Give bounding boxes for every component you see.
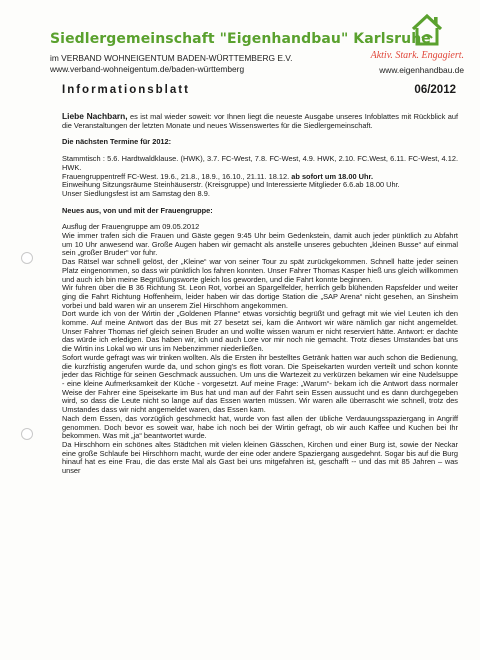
greeting: Liebe Nachbarn, (62, 111, 128, 121)
slogan: Aktiv. Stark. Engagiert. (370, 50, 464, 61)
termin-frauengruppe-text: Frauengruppentreff FC-West. 19.6., 21.8., 18.9., 16.10., 21.11. 18.12. (62, 171, 292, 181)
letterhead (50, 12, 466, 84)
termin-einweihung: Einweihung Sitzungsräume Steinhäuserstr. (Kreisgruppe) und Interessierte Mitglieder 6.6.ab 18.00 Uhr. (62, 180, 400, 190)
story-paragraph: Dort wurde ich von der Wirtin der „Goldenen Pfanne“ etwas vorsichtig begrüßt und gefragt mit wie viel Leuten ich den komme. Auf meine Antwort das der Bus mit 27 besetzt sei, kam die Antwort wir wäre nämlich gar nicht angemeldet. Unser Fahrer Thomas rief gleich seinen Bruder an und wollte wissen warum er nicht reserviert hätte. Antwort: er dachte das würde ich erledigen. Das haben wir, ich und auch Lore vor mir noch nie gemacht. Trotz dieses Umstandes bat uns die Wirtin ins Lokal wo wir uns im Nebenzimmer niederließen. (62, 309, 458, 354)
house-icon (410, 12, 444, 48)
frauengruppe-heading: Neues aus, von und mit der Frauengruppe: (62, 205, 213, 215)
intro-paragraph (62, 112, 458, 130)
story-paragraph: Wir fuhren über die B 36 Richtung St. Leon Rot, vorbei an Spargelfelder, herrlich gelb blühenden Rapsfelder und weiter ging die Fahrt Richtung Hoffenheim, leider haben wir das dortige Station die „SAP Arena“ nicht gesehen, an Sinsheim vorbei und bald waren wir an unserem Ziel Hirschhorn angekommen. (62, 283, 458, 310)
story-paragraph: Wie immer trafen sich die Frauen und Gäste gegen 9:45 Uhr beim Gedenkstein, damit auch jeder pünktlich zu Abfahrt um 10 Uhr anwesend war. Große Augen haben wir gemacht als anstelle unseres gebuchten „kleinen Busse“ auf einmal sein „großer Bruder“ vor fuhr. (62, 231, 458, 258)
termin-frauengruppe-time: ab sofort um 18.00 Uhr. (291, 171, 373, 181)
termin-siedlungsfest: Unser Siedlungsfest ist am Samstag den 8.9. (62, 188, 210, 198)
document-title: Informationsblatt (62, 84, 190, 96)
story-paragraph: Das Rätsel war schnell gelöst, der „Kleine“ war von seiner Tour zu spät zurückgekommen. Schnell hatte jeder seinen Platz eingenommen, so dass wir pünktlich los fahren konnten. Unser Fahrer Thomas Kasper hieß uns gleich willkommen und auch ich bin meine Begrüßungsworte gleich los geworden, und die Fahrt konnte beginnen. (62, 257, 458, 284)
site-url: www.eigenhandbau.de (379, 65, 464, 75)
verband-url: www.verband-wohneigentum.de/baden-württemberg (50, 64, 245, 74)
verband-line: im VERBAND WOHNEIGENTUM BADEN-WÜRTTEMBERG E.V. (50, 53, 293, 63)
intro-text: es ist mal wieder soweit: vor Ihnen liegt die neueste Ausgabe unseres Infoblattes mit Rückblick auf die Veranstaltungen der letzten Monate und neues Wissenswertes für die Siedlergemeinschaft. (62, 112, 458, 130)
punch-hole-bottom (21, 428, 33, 440)
ausflug-subheading: Ausflug der Frauengruppe am 09.05.2012 (62, 222, 200, 232)
document-body (62, 112, 458, 476)
organization-name: Siedlergemeinschaft "Eigenhandbau" Karlsruhe (50, 31, 431, 47)
issue-number: 06/2012 (414, 84, 456, 96)
story-paragraph: Da Hirschhorn ein schönes altes Städtchen mit vielen kleinen Gässchen, Kirchen und einer Burg ist, sowie der Neckar eine große Schlaufe bei Hirschhorn macht, wurde der eine oder andere Spaziergang ausgedehnt. Sogar bis auf die Burg hinauf hat es eine Frau, die das erste Mal als Gast bei uns mitgefahren ist, geschafft -- und das mit 85 Jahren – was unser (62, 439, 458, 476)
title-row (62, 84, 460, 100)
story-paragraph: Sofort wurde gefragt was wir trinken wollten. Als die Ersten ihr bestelltes Getränk hatten war auch schon die Bedienung, die kurzfristig angerufen wurde da, und schon ging's es flott voran. Die Speisekarten wurden verteilt und schon konnte jeder das Richtige für seinen Geschmack aussuchen. Um uns die Wartezeit zu verkürzen bekamen wir eine Nudelsuppe - eine kleine Aufmerksamkeit der Küche - vorgesetzt. Auf meine Frage: „Warum“- bekam ich die Antwort dass normaler Weise der Fahrer eine Speisekarte im Bus hat und man auf der Fahrt sein Essen aussucht und es dann durchgegeben wird, so dass die Leute nicht so lange auf das Essen warten müssen. Wir waren alle überrascht wie schnell, trotz des Umstandes dass wir nicht angemeldet waren, das Essen kam. (62, 352, 458, 415)
punch-hole-top (21, 252, 33, 264)
story-paragraph: Nach dem Essen, das vorzüglich geschmeckt hat, wurde von fast allen der übliche Verdauungsspaziergang in Angriff genommen. Doch bevor es soweit war, habe ich noch bei der Wirtin gefragt, ob wir auch Kaffee und Kuchen bei Ihr bekommen. Was mit „ja“ beantwortet wurde. (62, 413, 458, 441)
termine-heading: Die nächsten Termine für 2012: (62, 137, 172, 147)
termin-stammtisch: Stammtisch : 5.6. Hardtwaldklause. (HWK), 3.7. FC-West, 7.8. FC-West, 4.9. HWK, 2.10. FC.West, 6.11. FC-West, 4.12. HWK. (62, 154, 458, 172)
